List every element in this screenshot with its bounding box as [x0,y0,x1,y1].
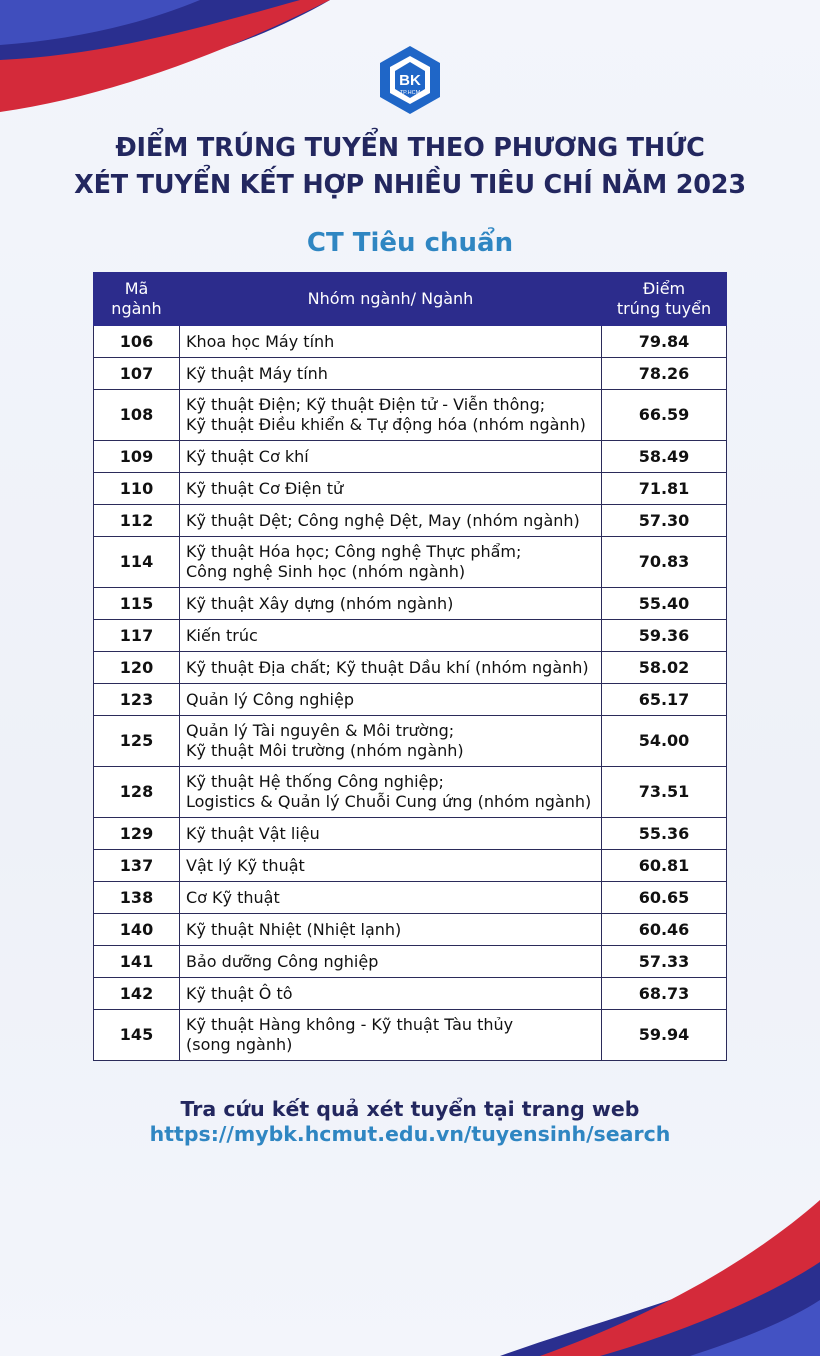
major-name-line: Kỹ thuật Hóa học; Công nghệ Thực phẩm; [186,542,522,561]
major-code: 140 [94,914,180,946]
admission-score: 55.40 [602,588,727,620]
logo-text: BK [399,72,421,89]
table-row [94,978,727,1010]
major-name [180,505,602,537]
major-name [180,978,602,1010]
major-name-line: Kỹ thuật Điện; Kỹ thuật Điện tử - Viễn thông; [186,395,546,414]
lookup-link[interactable]: https://mybk.hcmut.edu.vn/tuyensinh/search [149,1122,671,1146]
table-row [94,882,727,914]
admission-score: 68.73 [602,978,727,1010]
major-name [180,882,602,914]
major-name [180,588,602,620]
major-name-line: Kỹ thuật Xây dựng (nhóm ngành) [186,593,454,613]
admission-score: 55.36 [602,818,727,850]
major-name [180,620,602,652]
major-code: 145 [94,1010,180,1061]
table-row [94,620,727,652]
major-code: 141 [94,946,180,978]
major-name [180,914,602,946]
major-code: 110 [94,473,180,505]
major-code: 109 [94,441,180,473]
major-name-line: Kỹ thuật Máy tính [186,363,328,383]
major-code: 125 [94,716,180,767]
admission-score: 73.51 [602,767,727,818]
admission-score: 70.83 [602,537,727,588]
table-row [94,1010,727,1061]
major-code: 128 [94,767,180,818]
major-code: 108 [94,390,180,441]
major-name-line: Kỹ thuật Cơ Điện tử [186,478,344,498]
major-name-line: Quản lý Tài nguyên & Môi trường; [186,721,455,740]
table-row [94,473,727,505]
admission-score: 57.33 [602,946,727,978]
major-code: 138 [94,882,180,914]
major-name [180,946,602,978]
admission-score: 59.94 [602,1010,727,1061]
major-code: 106 [94,326,180,358]
admission-score: 60.46 [602,914,727,946]
major-code: 115 [94,588,180,620]
major-name-line: Kỹ thuật Ô tô [186,983,293,1003]
major-name [180,1010,602,1061]
table-row [94,818,727,850]
major-name-line: Kỹ thuật Hệ thống Công nghiệp; [186,772,444,791]
major-name-line: Công nghệ Sinh học (nhóm ngành) [186,562,466,581]
major-code: 123 [94,684,180,716]
major-name-line: Kỹ thuật Địa chất; Kỹ thuật Dầu khí (nhóm ngành) [186,657,589,677]
header-major-name: Nhóm ngành/ Ngành [180,273,602,326]
table-body [94,326,727,1061]
major-name-line: Kỹ thuật Cơ khí [186,446,309,466]
table-row [94,914,727,946]
major-name-line: Kỹ thuật Hàng không - Kỹ thuật Tàu thủy [186,1015,514,1034]
header-score: Điểm trúng tuyển [602,273,727,326]
header-code: Mã ngành [94,273,180,326]
table-row [94,537,727,588]
major-code: 142 [94,978,180,1010]
admission-scores-table [93,272,727,1061]
major-name [180,767,602,818]
major-name [180,441,602,473]
major-code: 112 [94,505,180,537]
page-title-line-2: XÉT TUYỂN KẾT HỢP NHIỀU TIÊU CHÍ NĂM 2023 [74,170,746,200]
admission-score: 60.81 [602,850,727,882]
major-name-line: Bảo dưỡng Công nghiệp [186,951,379,971]
table-row [94,652,727,684]
admission-score: 58.02 [602,652,727,684]
major-name-line: Kỹ thuật Điều khiển & Tự động hóa (nhóm ngành) [186,415,586,434]
major-name-line: Logistics & Quản lý Chuỗi Cung ứng (nhóm ngành) [186,792,592,811]
major-code: 114 [94,537,180,588]
major-code: 120 [94,652,180,684]
admission-score: 66.59 [602,390,727,441]
major-name [180,850,602,882]
admission-score: 57.30 [602,505,727,537]
major-name-line: Cơ Kỹ thuật [186,887,280,907]
admission-score: 79.84 [602,326,727,358]
major-name [180,390,602,441]
major-name [180,473,602,505]
table-row [94,390,727,441]
major-name-line: Kỹ thuật Vật liệu [186,823,320,843]
admission-score: 78.26 [602,358,727,390]
admission-score: 71.81 [602,473,727,505]
logo-subtext: TP.HCM [399,90,421,96]
major-name [180,537,602,588]
admission-score: 59.36 [602,620,727,652]
major-name-line: Kiến trúc [186,625,258,645]
major-name-line: Quản lý Công nghiệp [186,689,354,709]
table-row [94,684,727,716]
major-name-line: Kỹ thuật Dệt; Công nghệ Dệt, May (nhóm ngành) [186,510,580,530]
major-code: 117 [94,620,180,652]
lookup-instruction: Tra cứu kết quả xét tuyển tại trang web [180,1097,640,1121]
major-code: 137 [94,850,180,882]
table-row [94,716,727,767]
major-name-line: Kỹ thuật Nhiệt (Nhiệt lạnh) [186,919,402,939]
top-left-ribbon [0,0,330,112]
admission-score: 65.17 [602,684,727,716]
table-header-row [94,273,727,326]
program-subtitle: CT Tiêu chuẩn [306,228,514,258]
admission-score: 54.00 [602,716,727,767]
major-name [180,326,602,358]
table-row [94,946,727,978]
table-row [94,441,727,473]
table-row [94,358,727,390]
major-name [180,716,602,767]
bottom-right-ribbon [500,1200,820,1356]
major-name-line: (song ngành) [186,1035,293,1054]
bk-logo [374,44,446,116]
admission-score: 58.49 [602,441,727,473]
major-name [180,818,602,850]
major-name [180,652,602,684]
major-code: 107 [94,358,180,390]
major-name-line: Vật lý Kỹ thuật [186,855,305,875]
page-title-line-1: ĐIỂM TRÚNG TUYỂN THEO PHƯƠNG THỨC [115,133,705,163]
major-name-line: Khoa học Máy tính [186,331,335,351]
table-row [94,767,727,818]
table-row [94,588,727,620]
major-code: 129 [94,818,180,850]
table-row [94,326,727,358]
major-name [180,358,602,390]
table-row [94,850,727,882]
table-row [94,505,727,537]
admission-score: 60.65 [602,882,727,914]
major-name-line: Kỹ thuật Môi trường (nhóm ngành) [186,741,464,760]
major-name [180,684,602,716]
